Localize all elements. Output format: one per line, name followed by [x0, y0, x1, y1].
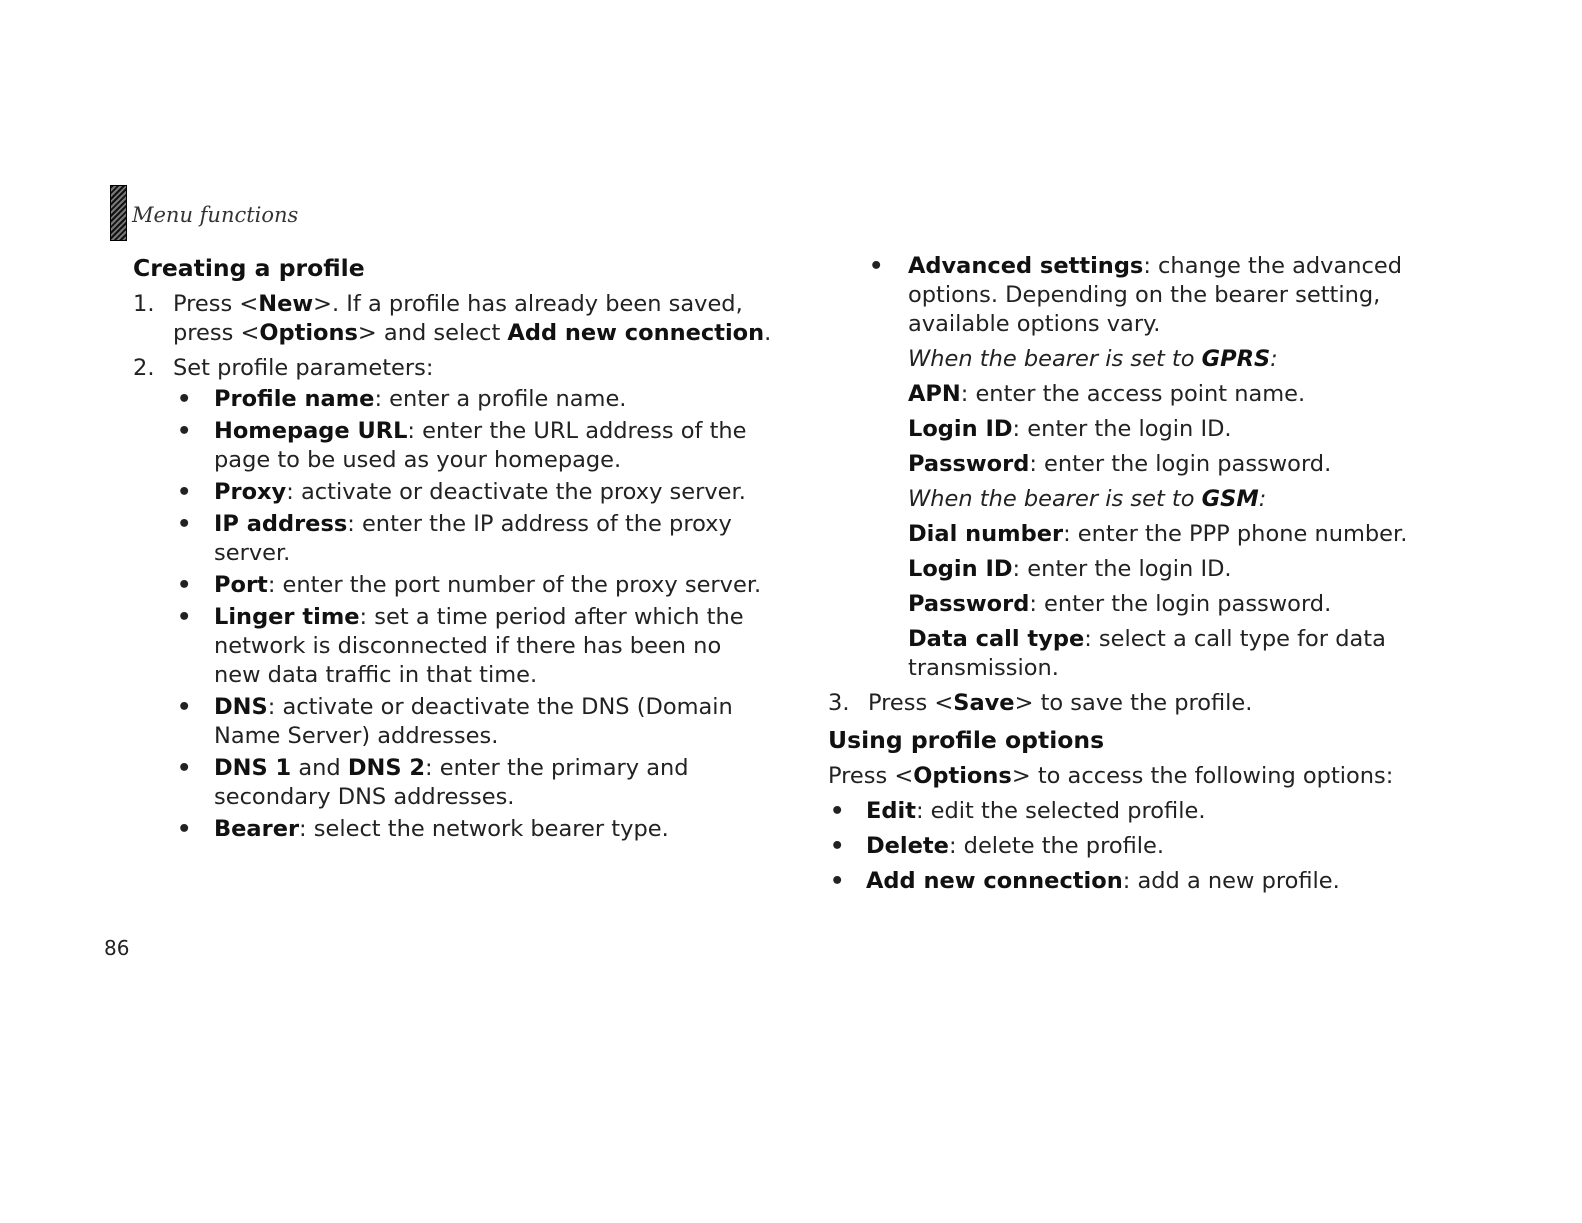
bullet-icon: • — [177, 386, 192, 412]
term: Advanced settings — [908, 253, 1144, 279]
condition-text: When the bearer is set to — [908, 346, 1202, 372]
description: : select the network bearer type. — [299, 816, 669, 842]
bearer-name: GSM — [1201, 486, 1259, 512]
term: Login ID — [908, 416, 1013, 442]
description: : add a new profile. — [1122, 868, 1340, 894]
intro-text: > to access the following options: — [1011, 763, 1394, 789]
step-text: Set profile parameters: — [173, 355, 434, 381]
list-item-advanced-settings — [828, 252, 1438, 339]
section-title: Menu functions — [132, 203, 299, 227]
description: : change the advanced options. Depending on the bearer setting, available options vary. — [908, 253, 1403, 337]
step-text: Press < — [868, 690, 954, 716]
option-line — [908, 450, 1438, 479]
condition-text: When the bearer is set to — [908, 486, 1202, 512]
term: Profile name — [214, 386, 375, 412]
term: Data call type — [908, 626, 1085, 652]
bullet-icon: • — [177, 604, 192, 630]
header-marker-icon — [110, 185, 127, 241]
intro-text: Press < — [828, 763, 914, 789]
description: : enter the login ID. — [1012, 556, 1232, 582]
description: : enter a profile name. — [374, 386, 627, 412]
bullet-icon: • — [177, 755, 192, 781]
list-item — [173, 417, 773, 475]
list-item — [173, 754, 773, 812]
options-list — [828, 797, 1438, 896]
left-column — [133, 252, 773, 850]
key-new: New — [258, 291, 314, 317]
bullet-icon: • — [830, 833, 845, 859]
description: : enter the access point name. — [960, 381, 1306, 407]
list-item — [173, 571, 773, 600]
term: Homepage URL — [214, 418, 408, 444]
step-1 — [133, 290, 773, 348]
option-line — [908, 415, 1438, 444]
bullet-icon: • — [177, 479, 192, 505]
description: : enter the IP address of the proxy server. — [214, 511, 732, 566]
step-text: Press < — [173, 291, 259, 317]
term: Port — [214, 572, 268, 598]
description: : select a call type for data transmission. — [908, 626, 1386, 681]
heading-creating-profile: Creating a profile — [133, 254, 365, 282]
term: IP address — [214, 511, 348, 537]
description: : delete the profile. — [948, 833, 1165, 859]
bullet-icon: • — [830, 798, 845, 824]
condition-colon: : — [1270, 346, 1278, 372]
list-item — [828, 832, 1438, 861]
step-text: > and select — [357, 320, 508, 346]
heading-using-profile-options: Using profile options — [828, 726, 1105, 754]
page-number: 86 — [104, 936, 130, 960]
bullet-icon: • — [177, 511, 192, 537]
description: : enter the URL address of the page to be used as your homepage. — [214, 418, 747, 473]
step-text: >. If a profile has already been saved, press < — [173, 291, 743, 346]
term: Add new connection — [866, 868, 1123, 894]
key-options: Options — [259, 320, 358, 346]
list-item — [828, 867, 1438, 896]
description: : enter the PPP phone number. — [1063, 521, 1408, 547]
term: Password — [908, 591, 1030, 617]
menu-add-new-connection: Add new connection — [507, 320, 765, 346]
description: : enter the login password. — [1029, 451, 1332, 477]
option-line — [908, 625, 1438, 683]
term: Login ID — [908, 556, 1013, 582]
bearer-condition — [908, 485, 1438, 514]
description: : activate or deactivate the DNS (Domain Name Server) addresses. — [214, 694, 733, 749]
option-line — [908, 555, 1438, 584]
step-3 — [828, 689, 1438, 718]
gsm-options — [828, 485, 1438, 683]
option-line — [908, 380, 1438, 409]
term: Dial number — [908, 521, 1064, 547]
conjunction: and — [291, 755, 348, 781]
description: : enter the login password. — [1029, 591, 1332, 617]
description: : enter the login ID. — [1012, 416, 1232, 442]
description: : enter the primary and secondary DNS addresses. — [214, 755, 689, 810]
term: Bearer — [214, 816, 300, 842]
description: : set a time period after which the network is disconnected if there has been no new data traffic in that time. — [214, 604, 744, 688]
key-save: Save — [953, 690, 1015, 716]
term: APN — [908, 381, 961, 407]
step-number: 2. — [133, 355, 155, 381]
bearer-condition — [908, 345, 1438, 374]
description: : edit the selected profile. — [915, 798, 1206, 824]
list-item — [173, 815, 773, 844]
key-options: Options — [913, 763, 1012, 789]
bullet-icon: • — [177, 816, 192, 842]
right-column — [828, 252, 1438, 902]
bearer-name: GPRS — [1201, 346, 1271, 372]
list-item — [173, 603, 773, 690]
step-number: 1. — [133, 291, 155, 317]
gprs-options — [828, 345, 1438, 479]
description: : enter the port number of the proxy server. — [267, 572, 762, 598]
term: Password — [908, 451, 1030, 477]
term: Proxy — [214, 479, 287, 505]
bullet-icon: • — [869, 253, 884, 279]
term: DNS — [214, 694, 268, 720]
list-item — [173, 693, 773, 751]
options-intro — [828, 762, 1438, 791]
parameter-list — [173, 385, 773, 844]
term: DNS 1 — [214, 755, 292, 781]
term: Edit — [866, 798, 916, 824]
step-number: 3. — [828, 690, 850, 716]
list-item — [173, 510, 773, 568]
bullet-icon: • — [177, 418, 192, 444]
condition-colon: : — [1258, 486, 1267, 512]
term: DNS 2 — [347, 755, 426, 781]
bullet-icon: • — [177, 572, 192, 598]
description: : activate or deactivate the proxy server. — [286, 479, 746, 505]
option-line — [908, 520, 1438, 549]
term: Delete — [866, 833, 949, 859]
term: Linger time — [214, 604, 360, 630]
list-item — [173, 385, 773, 414]
step-text: > to save the profile. — [1014, 690, 1253, 716]
list-item — [173, 478, 773, 507]
bullet-icon: • — [830, 868, 845, 894]
step-text: . — [764, 320, 772, 346]
step-2 — [133, 354, 773, 844]
option-line — [908, 590, 1438, 619]
bullet-icon: • — [177, 694, 192, 720]
list-item — [828, 797, 1438, 826]
